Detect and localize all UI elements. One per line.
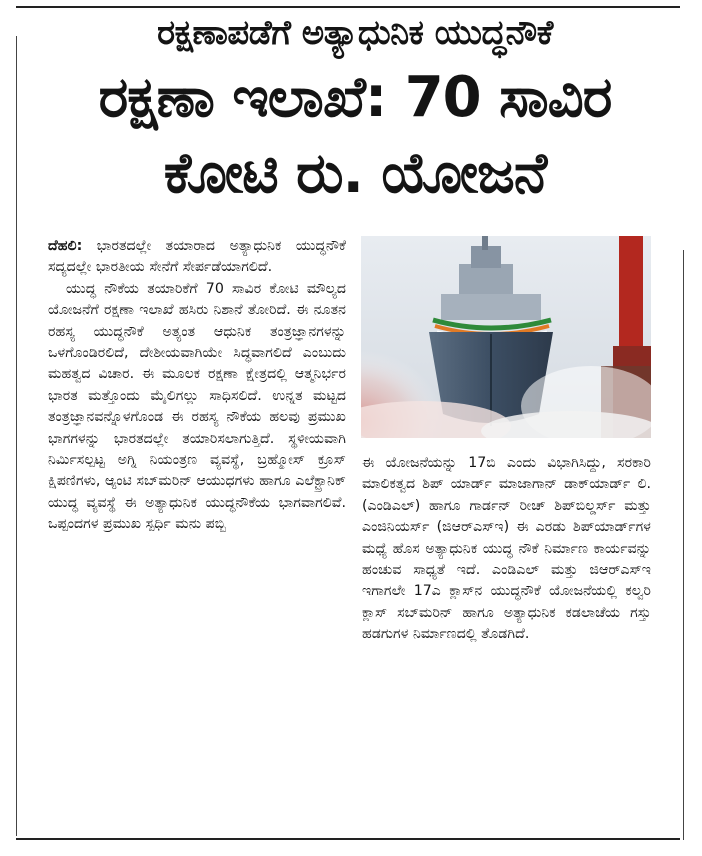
article-column-1 bbox=[48, 236, 346, 536]
top-rule bbox=[16, 6, 680, 8]
dateline: ದೆಹಲಿ: bbox=[48, 238, 83, 254]
right-column-rule bbox=[683, 250, 684, 840]
main-headline bbox=[30, 60, 680, 212]
headline-line-1: ರಕ್ಷಣಾ ಇಲಾಖೆ: 70 ಸಾವಿರ bbox=[98, 65, 612, 130]
article-paragraph-2: ಯುದ್ಧ ನೌಕೆಯ ತಯಾರಿಕೆಗೆ 70 ಸಾವಿರ ಕೋಟಿ ಮೌಲ್ಯದ ಯೋಜನೆಗೆ ರಕ್ಷಣಾ ಇಲಾಖೆ ಹಸಿರು ನಿಶಾನೆ ತೋರಿದೆ. ಈ ನೂತನ ರಹಸ್ಯ ಯುದ್ಧನೌಕೆ ಅತ್ಯಂತ ಆಧುನಿಕ ತಂತ್ರಜ್ಞಾನಗಳನ್ನು ಒಳಗೊಂಡಿರಲಿದೆ, ದೇಶೀಯವಾಗಿಯೇ ಸಿದ್ಧವಾಗಲಿದೆ ಎಂಬುದು ಮಹತ್ವದ ವಿಚಾರ. ಈ ಮೂಲಕ ರಕ್ಷಣಾ ಕ್ಷೇತ್ರದಲ್ಲಿ ಆತ್ಮನಿರ್ಭರ ಭಾರತ ಮತ್ತೊಂದು ಮೈಲಿಗಲ್ಲು ಸಾಧಿಸಲಿದೆ. ಉನ್ನತ ಮಟ್ಟದ ತಂತ್ರಜ್ಞಾನವನ್ನೊಳಗೊಂಡ ಈ ರಹಸ್ಯ ನೌಕೆಯ ಹಲವು ಪ್ರಮುಖ ಭಾಗಗಳನ್ನು ಭಾರತದಲ್ಲೇ ತಯಾರಿಸಲಾಗುತ್ತಿದೆ. ಸ್ಥಳೀಯವಾಗಿ ನಿರ್ಮಿಸಲ್ಪಟ್ಟ ಅಗ್ನಿ ನಿಯಂತ್ರಣ ವ್ಯವಸ್ಥೆ, ಬ್ರಹ್ಮೋಸ್ ಕ್ರೂಸ್ ಕ್ಷಿಪಣಿಗಳು, ಆ್ಯಂಟಿ ಸಬ್‌ಮರಿನ್ ಆಯುಧಗಳು ಹಾಗೂ ಎಲೆಕ್ಟ್ರಾನಿಕ್ ಯುದ್ಧ ವ್ಯವಸ್ಥೆ ಈ ಅತ್ಯಾಧುನಿಕ ಯುದ್ಧನೌಕೆಯ ಭಾಗವಾಗಲಿವೆ. ಒಪ್ಪಂದಗಳ ಪ್ರಮುಖ ಸ್ಪರ್ಧಿ ಮನು ಪಬ್ಬಿ bbox=[48, 280, 346, 533]
article-column-2 bbox=[362, 453, 651, 646]
warship-launch-photo bbox=[361, 236, 651, 438]
lead-text: ಭಾರತದಲ್ಲೇ ತಯಾರಾದ ಅತ್ಯಾಧುನಿಕ ಯುದ್ಧನೌಕೆ ಸದ್ಯದಲ್ಲೇ ಭಾರತೀಯ ಸೇನೆಗೆ ಸೇರ್ಪಡೆಯಾಗಲಿದೆ. bbox=[48, 238, 346, 276]
bottom-rule bbox=[16, 838, 680, 840]
warship-illustration bbox=[361, 236, 651, 438]
article-paragraph-1 bbox=[48, 236, 346, 279]
article-paragraph-3: ಈ ಯೋಜನೆಯನ್ನು 17ಬಿ ಎಂದು ವಿಭಾಗಿಸಿದ್ದು, ಸರಕಾರಿ ಮಾಲಿಕತ್ವದ ಶಿಪ್ ಯಾರ್ಡ್ ಮಾಜಾಗಾನ್ ಡಾಕ್‌ಯಾರ್ಡ್ ಲಿ.(ಎಂಡಿಎಲ್) ಹಾಗೂ ಗಾರ್ಡನ್ ರೀಚ್ ಶಿಪ್‌ಬಿಲ್ಡರ್ಸ್ ಮತ್ತು ಎಂಜಿನಿಯರ್ಸ್ (ಜಿಆರ್‌ಎಸ್‌ಇ) ಈ ಎರಡು ಶಿಪ್‌ಯಾರ್ಡ್‌ಗಳ ಮಧ್ಯೆ ಹೊಸ ಅತ್ಯಾಧುನಿಕ ಯುದ್ಧ ನೌಕೆ ನಿರ್ಮಾಣ ಕಾರ್ಯವನ್ನು ಹಂಚುವ ಸಾಧ್ಯತೆ ಇದೆ. ಎಂಡಿಎಲ್ ಮತ್ತು ಜಿಆರ್‌ಎಸ್‌ಇ ಇಗಾಗಲೇ 17ಎ ಕ್ಲಾಸ್‌ನ ಯುದ್ಧನೌಕೆ ಯೋಜನೆಯಲ್ಲಿ ಕಲ್ವರಿ ಕ್ಲಾಸ್ ಸಬ್‌ಮರಿನ್ ಹಾಗೂ ಅತ್ಯಾಧುನಿಕ ಕಡಲಾಚೆಯ ಗಸ್ತು ಹಡಗುಗಳ ನಿರ್ಮಾಣದಲ್ಲಿ ತೊಡಗಿದೆ. bbox=[362, 455, 651, 643]
left-column-rule bbox=[16, 36, 17, 836]
kicker-headline: ರಕ್ಷಣಾಪಡೆಗೆ ಅತ್ಯಾಧುನಿಕ ಯುದ್ಧನೌಕೆ bbox=[157, 13, 553, 53]
crane-structure bbox=[619, 236, 643, 356]
headline-line-2: ಕೋಟಿ ರು. ಯೋಜನೆ bbox=[163, 141, 547, 206]
